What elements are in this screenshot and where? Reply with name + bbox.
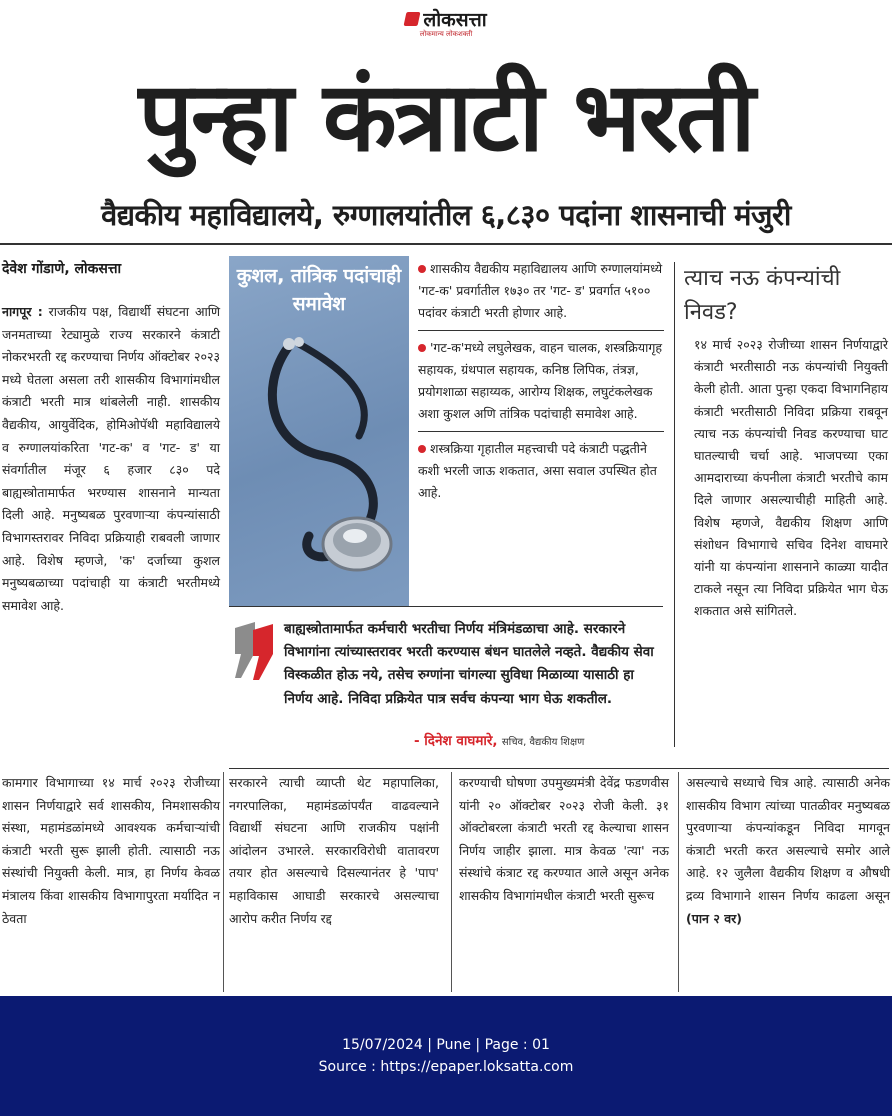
column-separator (678, 772, 679, 992)
masthead-logo (405, 6, 486, 32)
column-separator (451, 772, 452, 992)
top-divider (0, 243, 892, 245)
masthead (0, 6, 892, 39)
headline: पुन्हा कंत्राटी भरती (138, 61, 754, 173)
highlight-text: शासकीय वैद्यकीय महाविद्यालय आणि रुग्णालयांमध्ये 'गट-क' प्रवर्गातील १७३० तर 'गट- ड' प्रवर्गात ५१०० पदांवर कंत्राटी भरती होणार आहे. (418, 261, 663, 320)
quote-author: - दिनेश वाघमारे, (414, 733, 498, 749)
highlight-item (418, 438, 664, 510)
red-bullet-icon (418, 265, 426, 273)
quote-text: बाह्यस्त्रोतामार्फत कर्मचारी भरतीचा निर्णय मंत्रिमंडळाचा आहे. सरकारने विभागांना त्यांच्यास्तरावर भरती करण्यास बंधन घातलेले नव्हते. वैद्यकीय सेवा विस्कळीत होऊ नये, तसेच रुग्णांना चांगल्या सुविधा मिळाव्या यासाठी हा निर्णय आहे. निविदा प्रक्रियेत पात्र सर्वच कंपन्या भाग घेऊ शकतील. (284, 621, 654, 707)
byline: देवेश गोंडाणे, लोकसत्ता (2, 261, 122, 277)
continued-on-page-link[interactable]: (पान २ वर) (686, 910, 742, 926)
photo-caption: कुशल, तांत्रिक पदांचाही समावेश (236, 265, 402, 315)
sidebar-divider (674, 262, 675, 747)
article-column-4: करण्याची घोषणा उपमुख्यमंत्री देवेंद्र फडणवीस यांनी २० ऑक्टोबर २०२३ रोजी केली. ३१ ऑक्टोबरला कंत्राटी भरती रद्द केल्याचा शासन निर्णय जाहीर झाला. मात्र केवळ 'त्या' नऊ संस्थांचे कंत्राट रद्द करण्यात आले असून अनेक शासकीय विभागांमधील कंत्राटी भरती सुरूच (459, 775, 669, 903)
article-column-1 (2, 301, 220, 617)
dateline-place: नागपूर : (2, 304, 43, 319)
masthead-tagline: लोकमान्य लोकशक्ती (419, 30, 473, 38)
quote-mark-icon (231, 618, 277, 682)
red-bullet-icon (418, 344, 426, 352)
masthead-logo-mark-icon (404, 12, 421, 26)
highlights-box (418, 258, 664, 516)
article-column-2: कामगार विभागाच्या १४ मार्च २०२३ रोजीच्या शासन निर्णयाद्वारे सर्व शासकीय, निमशासकीय संस्था, महामंडळांमध्ये आवश्यक कर्मचाऱ्यांची कंत्राटी भरती सुरू झाली होती. त्यासाठी नऊ संस्थांची नियुक्ती केली. मात्र, हा निर्णय केवळ मंत्रालय किंवा शासकीय विभागापुरता मर्यादित न ठेवता (2, 775, 220, 926)
footer-source-link[interactable]: Source : https://epaper.loksatta.com (318, 1059, 574, 1075)
red-bullet-icon (418, 445, 426, 453)
subheadline: वैद्यकीय महाविद्यालये, रुग्णालयांतील ६,८३० पदांना शासनाची मंजुरी (101, 198, 791, 232)
highlight-text: शस्त्रक्रिया गृहातील महत्त्वाची पदे कंत्राटी पद्धतीने कशी भरली जाऊ शकतात, असा सवाल उपस्थित होत आहे. (418, 441, 657, 500)
stethoscope-image (229, 256, 409, 606)
bottom-divider (229, 768, 889, 769)
quote-author-title: सचिव, वैद्यकीय शिक्षण (501, 737, 585, 748)
highlight-item (418, 337, 664, 432)
article-text: असल्याचे सध्याचे चित्र आहे. त्यासाठी अनेक शासकीय विभाग त्यांच्या पातळीवर मनुष्यबळ पुरवणाऱ्या कंपन्यांकडून निविदा मागवून कंत्राटी भरती करत असल्याचे समोर आले आहे. १२ जुलैला वैद्यकीय शिक्षण व औषधी द्रव्य विभागाने शासन निर्णय काढला असून (686, 775, 890, 903)
highlight-item (418, 258, 664, 331)
masthead-name: लोकसत्ता (423, 9, 487, 31)
sidebar-heading: त्याच नऊ कंपन्यांची निवड? (684, 266, 841, 325)
column-separator (223, 772, 224, 992)
article-column-5 (686, 772, 890, 930)
article-column-3: सरकारने त्याची व्याप्ती थेट महापालिका, नगरपालिका, महामंडळांपर्यंत वाढवल्याने विद्यार्थी संघटना आणि राजकीय पक्षांनी आंदोलन उभारले. सरकारविरोधी वातावरण तयार होत असल्याचे दिसल्यानंतर हे 'पाप' महाविकास आघाडी सरकारचे असल्याचा आरोप करीत निर्णय रद्द (229, 775, 439, 926)
footer-edition-info: 15/07/2024 | Pune | Page : 01 (342, 1037, 550, 1053)
article-text: राजकीय पक्ष, विद्यार्थी संघटना आणि जनमताच्या रेट्यामुळे राज्य सरकारने कंत्राटी नोकरभरती रद्द करण्याचा निर्णय ऑक्टोबर २०२३ मध्ये घेतला असला तरी शासकीय विभागांमधील कंत्राटी भरती मात्र थांबलेली नाही. शासकीय वैद्यकीय, आयुर्वेदिक, होमिओपॅथी महाविद्यालये व रुग्णालयांकरिता 'गट-क' व 'गट- ड' या संवर्गातील मंजूर ६ हजार ८३० पदे बाह्यस्त्रोतामार्फत भरण्यास शासनाने मान्यता दिली आहे. मनुष्यबळ पुरवणाऱ्या कंपन्यांसाठी विभागस्तरावर निविदा प्रक्रियाही राबवली जाणार आहे. विशेष म्हणजे, 'क' दर्जाच्या कुशल मनुष्यबळाच्या पदांचाही या कंत्राटी भरतीमध्ये समावेश आहे. (2, 304, 220, 613)
footer-banner (0, 996, 892, 1116)
quote-attribution (414, 731, 584, 749)
highlight-text: 'गट-क'मध्ये लघुलेखक, वाहन चालक, शस्त्रक्रियागृह सहायक, ग्रंथपाल सहायक, कनिष्ठ लिपिक, तंत्रज्ञ, प्रयोगशाळा सहाय्यक, आरोग्य शिक्षक, लघुटंकलेखक अशा कुशल अणि तांत्रिक पदांचाही समावेश आहे. (418, 340, 663, 421)
sidebar-body: १४ मार्च २०२३ रोजीच्या शासन निर्णयाद्वारे कंत्राटी भरतीसाठी नऊ कंपन्यांची नियुक्ती केली होती. आता पुन्हा एकदा विभागनिहाय कंत्राटी भरतीसाठी निविदा प्रक्रिया राबवून त्याच नऊ कंपन्यांची निवड करण्याचा घाट घातल्याची चर्चा आहे. भाजपच्या एका आमदाराच्या कंपनीला कंत्राटी भरतीचे काम दिले जाणार असल्याचीही माहिती आहे. विशेष म्हणजे, वैद्यकीय शिक्षण आणि संशोधन विभागाचे सचिव दिनेश वाघमारे यांनी या कंपन्यांना शासनाने काळ्या यादीत टाकले नसून त्या निविदा प्रक्रियेत भाग घेऊ शकतात असे सांगितले. (694, 337, 888, 619)
quote-divider (229, 606, 663, 607)
